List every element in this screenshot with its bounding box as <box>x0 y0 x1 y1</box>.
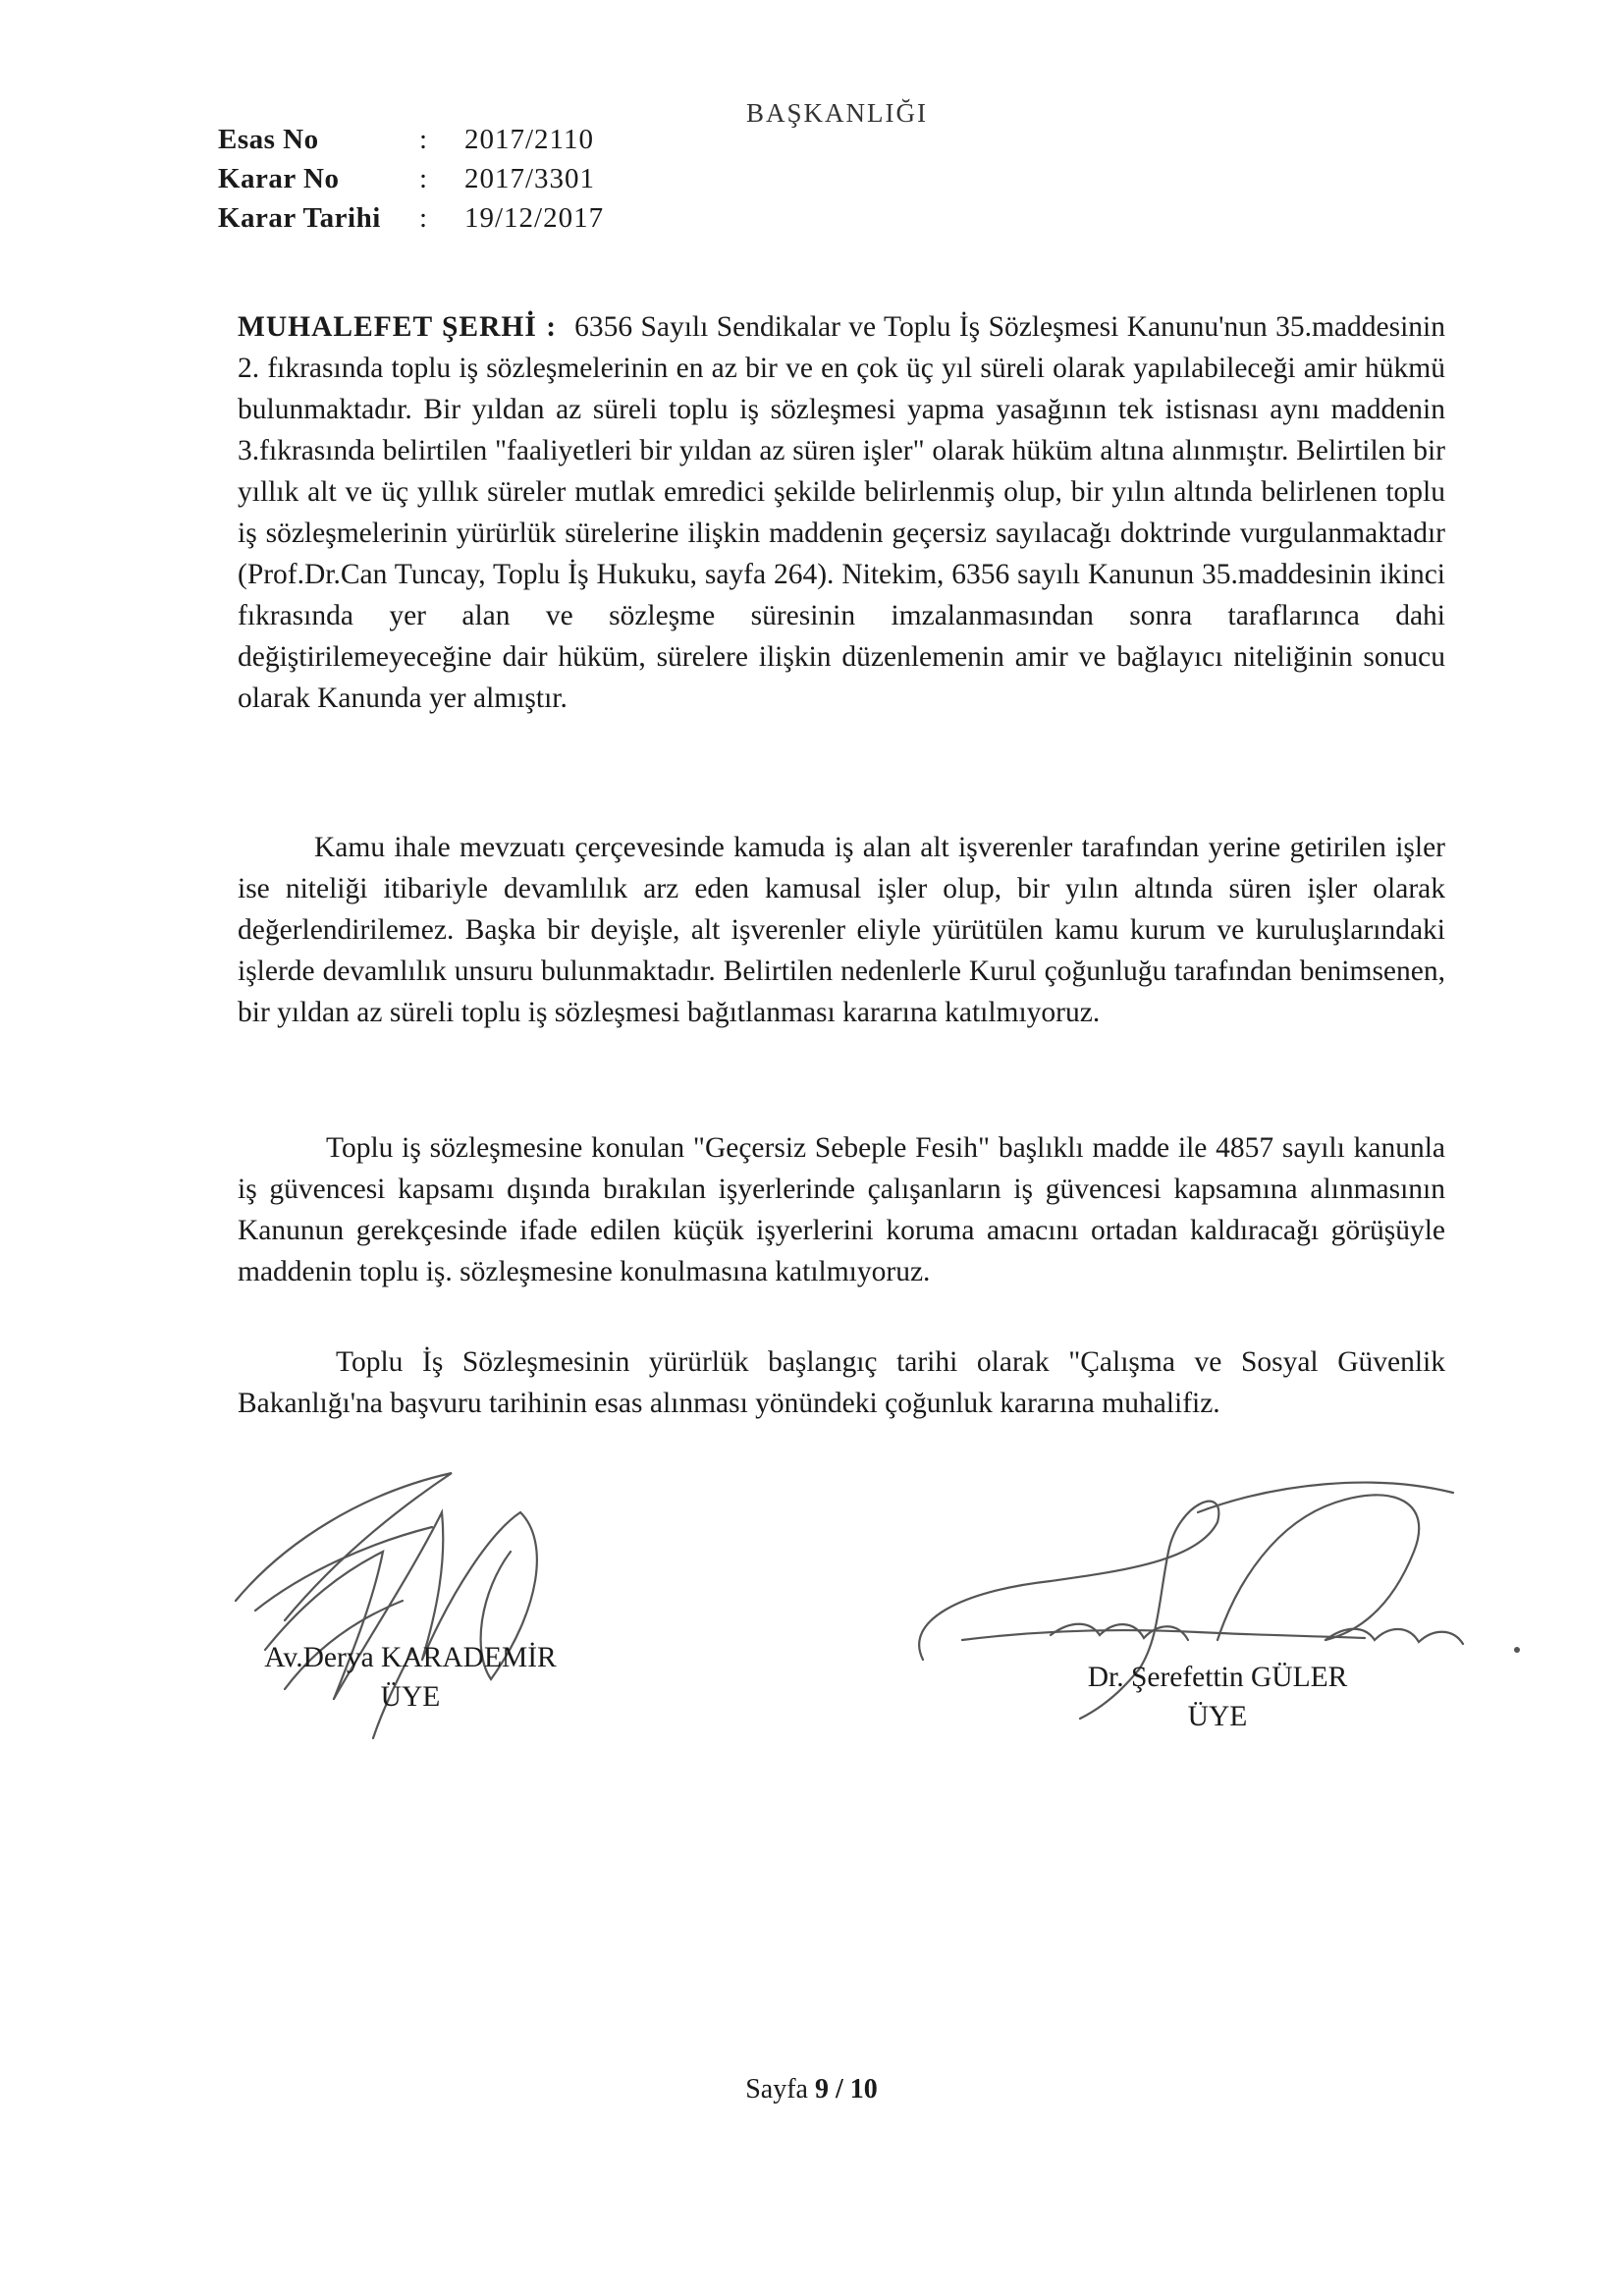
dissent-label: MUHALEFET ŞERHİ : <box>238 311 558 343</box>
signer-role: ÜYE <box>1187 1701 1248 1732</box>
signer-name: Av.Derya KARADEMİR <box>264 1642 557 1673</box>
meta-row-tarih <box>218 198 604 238</box>
page-current: 9 <box>814 2074 829 2105</box>
page-separator: / <box>828 2074 850 2105</box>
meta-row-esas <box>218 120 604 159</box>
meta-row-karar <box>218 159 604 198</box>
meta-label: Esas No <box>218 124 319 155</box>
meta-value: 19/12/2017 <box>464 202 605 234</box>
signer-name: Dr. Şerefettin GÜLER <box>1087 1662 1348 1693</box>
signature-dot <box>1514 1647 1520 1653</box>
paragraph-1 <box>238 306 1445 719</box>
case-metadata <box>218 120 604 238</box>
page-total: 10 <box>849 2074 878 2105</box>
meta-label: Karar Tarihi <box>218 202 381 234</box>
meta-value: 2017/3301 <box>464 163 596 194</box>
signer-left <box>234 1638 587 1717</box>
signer-right <box>1070 1658 1365 1736</box>
paragraph-4: Toplu İş Sözleşmesinin yürürlük başlangıç tarihi olarak "Çalışma ve Sosyal Güvenlik Bakanlığı'na başvuru tarihinin esas alınması yönündeki çoğunluk kararına muhalifiz. <box>238 1346 1445 1419</box>
meta-value: 2017/2110 <box>464 124 594 155</box>
header-top-text: BAŞKANLIĞI <box>746 98 928 128</box>
page-footer <box>0 2074 1623 2105</box>
footer-prefix: Sayfa <box>745 2074 815 2105</box>
paragraph-2: Kamu ihale mevzuatı çerçevesinde kamuda iş alan alt işverenler tarafından yerine getirilen işler ise niteliği itibariyle devamlılık arz eden kamusal işler olup, bir yılın altında süren işler olarak değerlendirilemez. Başka bir deyişle, alt işverenler eliyle yürütülen kamu kurum ve kuruluşlarındaki işlerde devamlılık unsuru bulunmaktadır. Belirtilen nedenlerle Kurul çoğunluğu tarafından benimsenen, bir yıldan az süreli toplu iş sözleşmesi bağıtlanması kararına katılmıyoruz. <box>238 832 1445 1028</box>
meta-label: Karar No <box>218 163 340 194</box>
signer-role: ÜYE <box>380 1681 441 1713</box>
paragraph-1-text: 6356 Sayılı Sendikalar ve Toplu İş Sözleşmesi Kanunu'nun 35.maddesinin 2. fıkrasında toplu iş sözleşmelerinin en az bir ve en çok üç yıl süreli olarak yapılabileceği amir hükmü bulunmaktadır. Bir yıldan az süreli toplu iş sözleşmesi yapma yasağının tek istisnası aynı maddenin 3.fıkrasında belirtilen "faaliyetleri bir yıldan az süren işler" olarak hüküm altına alınmıştır. Belirtilen bir yıllık alt ve üç yıllık süreler mutlak emredici şekilde belirlenmiş olup, bir yılın altında belirlenen toplu iş sözleşmelerinin yürürlük sürelerine ilişkin maddenin geçersiz sayılacağı doktrinde vurgulanmaktadır (Prof.Dr.Can Tuncay, Toplu İş Hukuku, sayfa 264). Nitekim, 6356 sayılı Kanunun 35.maddesinin ikinci fıkrasında yer alan ve sözleşme süresinin imzalanmasından sonra taraflarınca dahi değiştirilemeyeceğine dair hüküm, sürelere ilişkin düzenlemenin amir ve bağlayıcı niteliğinin sonucu olarak Kanunda yer almıştır. <box>238 311 1445 714</box>
meta-colon: : <box>419 124 428 155</box>
paragraph-3: Toplu iş sözleşmesine konulan "Geçersiz Sebeple Fesih" başlıklı madde ile 4857 sayılı kanunla iş güvencesi kapsamı dışında bırakılan işyerlerinde çalışanların iş güvencesi kapsamına alınmasının Kanunun gerekçesinde ifade edilen küçük işyerlerini koruma amacını ortadan kaldıracağı görüşüyle maddenin toplu iş. sözleşmesine konulmasına katılmıyoruz. <box>238 1132 1445 1287</box>
meta-colon: : <box>419 163 428 194</box>
meta-colon: : <box>419 202 428 234</box>
